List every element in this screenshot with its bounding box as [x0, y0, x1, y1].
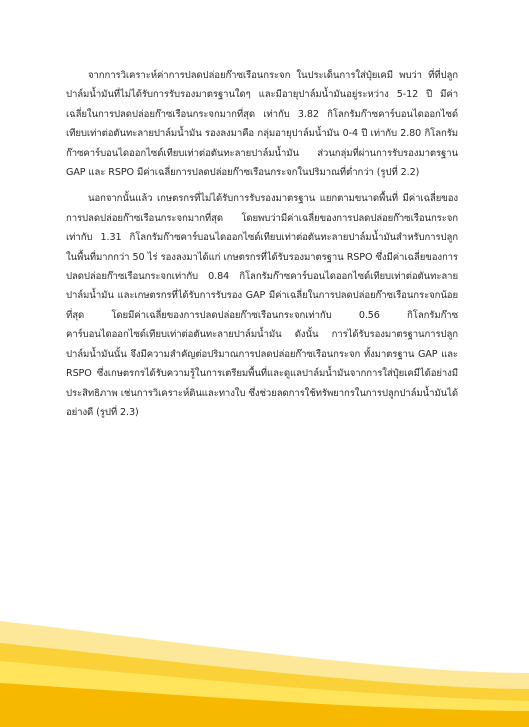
paragraph-certification-comparison: นอกจากนั้นแล้ว เกษตรกรที่ไม่ได้รับการรับรองมาตรฐาน แยกตามขนาดพื้นที่ มีค่าเฉลี่ยของการปลดปล่อยก๊าซเรือนกระจกมากที่สุด โดยพบว่ามีค่าเฉลี่ยของการปลดปล่อยก๊าซเรือนกระจกเท่ากับ 1.31 กิโลกรัมก๊าซคาร์บอนไดออกไซด์เทียบเท่าต่อตันทะลายปาล์มน้ำมันสำหรับการปลูกในพื้นที่มากกว่า 50 ไร่ รองลงมาได้แก่ เกษตรกรที่ได้รับรองมาตรฐาน RSPO ซึ่งมีค่าเฉลี่ยของการปลดปล่อยก๊าซเรือนกระจกเท่ากับ 0.84 กิโลกรัมก๊าซคาร์บอนไดออกไซด์เทียบเท่าต่อตันทะลายปาล์มน้ำมัน และเกษตรกรที่ได้รับการรับรอง GAP มีค่าเฉลี่ยในการปลดปล่อยก๊าซเรือนกระจกน้อยที่สุด โดยมีค่าเฉลี่ยของการปลดปล่อยก๊าซเรือนกระจกเท่ากับ 0.56 กิโลกรัมก๊าซคาร์บอนไดออกไซด์เทียบเท่าต่อตันทะลายปาล์มน้ำมัน ดังนั้น การได้รับรองมาตรฐานการปลูกปาล์มน้ำมันนั้น จึงมีความสำคัญต่อปริมาณการปลดปล่อยก๊าซเรือนกระจก ทั้งมาตรฐาน GAP และ RSPO ซึ่งเกษตรกรได้รับความรู้ในการเตรียมพื้นที่และดูแลปาล์มน้ำมันจากการใส่ปุ๋ยเคมีได้อย่างมีประสิทธิภาพ เช่นการวิเคราะห์ดินและทางใบ ซึ่งช่วยลดการใช้ทรัพยากรในการปลูกปาล์มน้ำมันได้อย่างดี (รูปที่ 2.3)	[66, 193, 458, 418]
paragraph-fertilizer-analysis: จากการวิเคราะห์ค่าการปลดปล่อยก๊าซเรือนกระจก ในประเด็นการใส่ปุ๋ยเคมี พบว่า ที่ที่ปลูกปาล์มน้ำมันที่ไม่ได้รับการรับรองมาตรฐานใดๆ และมีอายุปาล์มน้ำมันอยู่ระหว่าง 5-12 ปี มีค่าเฉลี่ยในการปลดปล่อยก๊าซเรือนกระจกมากที่สุด เท่ากับ 3.82 กิโลกรัมก๊าซคาร์บอนไดออกไซด์เทียบเท่าต่อตันทะลายปาล์มน้ำมัน รองลงมาคือ กลุ่มอายุปาล์มน้ำมัน 0-4 ปี เท่ากับ 2.80 กิโลกรัมก๊าซคาร์บอนไดออกไซด์เทียบเท่าต่อตันทะลายปาล์มน้ำมัน ส่วนกลุ่มที่ผ่านการรับรองมาตรฐาน GAP และ RSPO มีค่าเฉลี่ยการปลดปล่อยก๊าซเรือนกระจกในปริมาณที่ต่ำกว่า (รูปที่ 2.2)	[66, 70, 458, 179]
body-text	[66, 66, 458, 422]
footer-wave-decoration	[0, 587, 529, 727]
